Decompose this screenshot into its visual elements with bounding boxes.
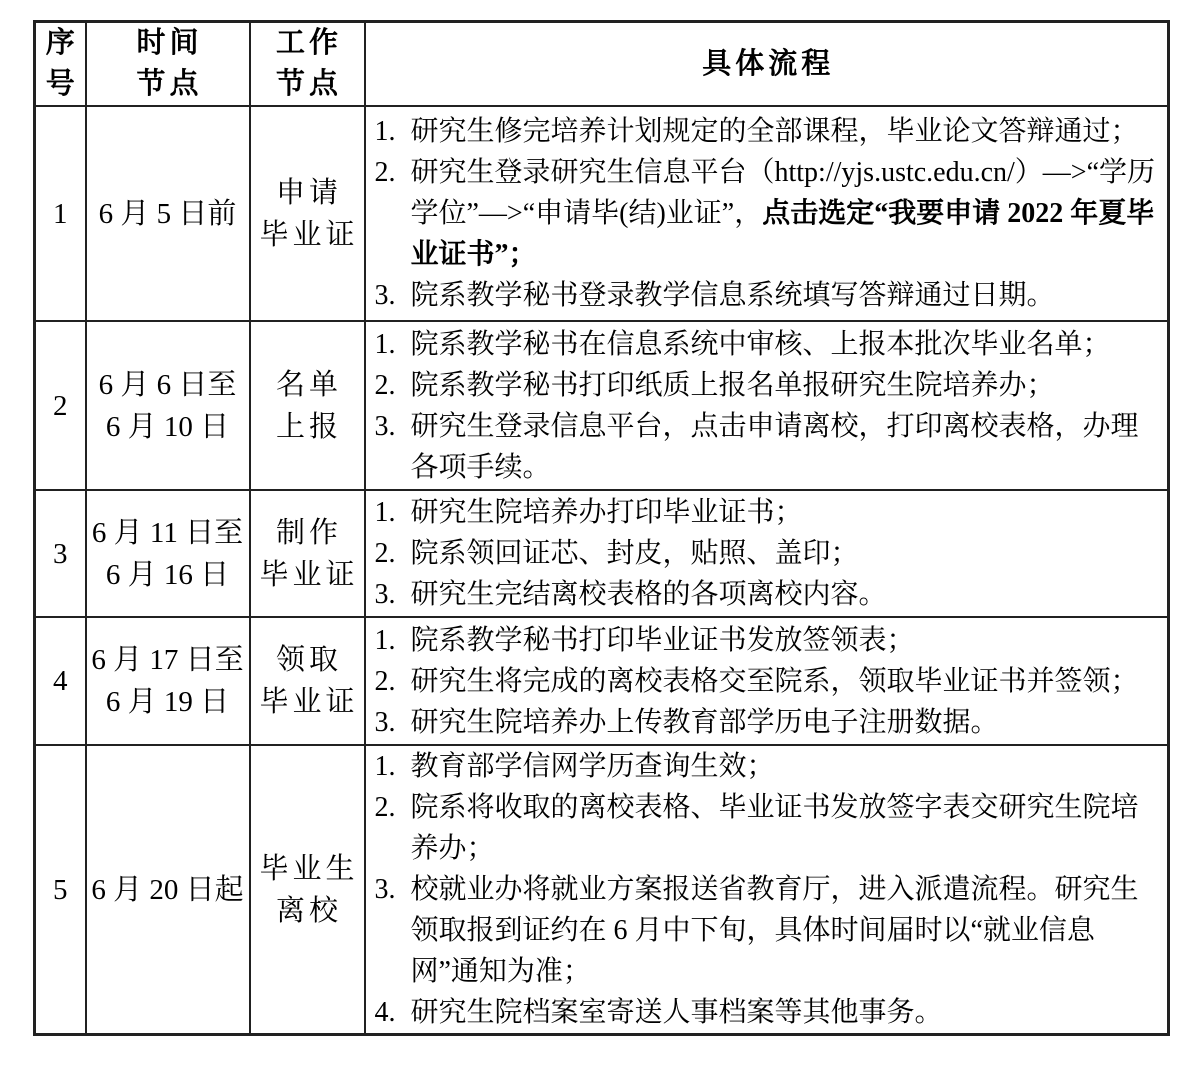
step-item	[366, 275, 1168, 316]
time-line: 6 月 11 日至	[91, 516, 244, 549]
work-cell	[250, 490, 365, 617]
table-row	[35, 617, 1169, 745]
step-item	[366, 406, 1168, 488]
row-number-cell: 3	[35, 490, 86, 617]
step-text-segment: 研究生登录研究生信息平台（http://yjs.ustc.edu.cn/）—>“学历学位”—>“申请毕(结)业证”，	[410, 157, 1156, 229]
step-text	[411, 869, 1163, 992]
work-cell	[250, 617, 365, 745]
step-text	[411, 492, 1163, 533]
step-item	[366, 661, 1168, 702]
step-number: 2.	[374, 792, 396, 823]
time-cell	[86, 617, 250, 745]
step-text-bold-segment: 点击选定“我要申请 2022 年夏毕业证书”；	[410, 198, 1155, 270]
step-text-segment: 院系教学秘书打印纸质上报名单报研究生院培养办；	[410, 369, 1055, 401]
step-text-segment: 研究生院培养办打印毕业证书；	[410, 497, 803, 528]
step-item	[366, 574, 1168, 615]
step-text	[411, 533, 1163, 574]
step-text-segment: 院系教学秘书登录教学信息系统填写答辩通过日期。	[410, 280, 1055, 311]
time-cell	[86, 106, 250, 321]
step-item	[366, 365, 1168, 406]
step-item	[366, 620, 1168, 661]
header-label: 节点	[275, 68, 342, 100]
step-number: 2.	[374, 665, 396, 697]
work-line: 离校	[275, 894, 342, 927]
step-text	[411, 406, 1163, 488]
work-line: 名单	[275, 368, 342, 401]
table-row	[35, 106, 1169, 321]
step-text	[411, 992, 1163, 1033]
steps-cell	[365, 106, 1169, 321]
row-number-cell: 5	[35, 745, 86, 1035]
table-row	[35, 745, 1169, 1035]
step-text-segment: 院系教学秘书打印毕业证书发放签领表；	[410, 624, 915, 656]
time-cell	[86, 490, 250, 617]
step-number: 1.	[374, 624, 396, 656]
step-text	[411, 574, 1163, 615]
work-line: 毕业证	[259, 686, 359, 718]
header-row	[35, 22, 1169, 107]
table-row	[35, 490, 1169, 617]
graduation-schedule-table	[33, 20, 1170, 1036]
step-text	[411, 365, 1163, 406]
time-line: 6 月 16 日	[105, 558, 230, 591]
step-item	[366, 152, 1168, 275]
row-number-cell: 1	[35, 106, 86, 321]
step-number: 3.	[374, 579, 396, 610]
header-cell-work	[250, 22, 365, 107]
work-line: 申请	[275, 176, 342, 209]
step-text-segment: 研究生完结离校表格的各项离校内容。	[410, 579, 887, 610]
work-line: 制作	[275, 516, 342, 549]
work-line: 毕业证	[259, 558, 359, 591]
step-text	[411, 111, 1163, 152]
step-text	[411, 152, 1163, 275]
table-body	[35, 106, 1169, 1035]
work-line: 毕业证	[259, 218, 359, 251]
row-number-cell: 2	[35, 321, 86, 490]
step-text-segment: 院系将收取的离校表格、毕业证书发放签字表交研究生院培养办；	[410, 792, 1139, 864]
step-item	[366, 787, 1168, 869]
header-label: 号	[45, 68, 79, 100]
step-number: 4.	[374, 997, 396, 1028]
step-number: 1.	[374, 497, 396, 528]
step-text-segment: 校就业办将就业方案报送省教育厅，进入派遣流程。研究生领取报到证约在 6 月中下旬，具体时间届时以“就业信息网”通知为准；	[410, 874, 1139, 987]
step-text-segment: 院系领回证芯、封皮，贴照、盖印；	[410, 538, 859, 569]
step-number: 2.	[374, 369, 396, 401]
step-text-segment: 研究生将完成的离校表格交至院系，领取毕业证书并签领；	[410, 665, 1139, 697]
header-label: 具体流程	[702, 47, 835, 80]
step-item	[366, 702, 1168, 743]
step-item	[366, 533, 1168, 574]
work-cell	[250, 321, 365, 490]
header-cell-time	[86, 22, 250, 107]
work-cell	[250, 745, 365, 1035]
step-item	[366, 111, 1168, 152]
step-text	[411, 620, 1163, 661]
header-label: 工作	[275, 27, 342, 59]
header-label: 节点	[136, 68, 203, 100]
table-row	[35, 321, 1169, 490]
step-number: 1.	[374, 116, 396, 147]
step-number: 3.	[374, 410, 396, 442]
step-number: 1.	[374, 751, 396, 782]
step-text-segment: 研究生登录信息平台，点击申请离校，打印离校表格，办理各项手续。	[410, 410, 1139, 483]
steps-cell	[365, 745, 1169, 1035]
step-text	[411, 702, 1163, 743]
step-number: 2.	[374, 157, 396, 188]
time-line: 6 月 19 日	[105, 686, 230, 718]
step-number: 3.	[374, 874, 396, 905]
step-item	[366, 746, 1168, 787]
header-label: 时间	[136, 27, 203, 59]
time-line: 6 月 6 日至	[98, 368, 237, 401]
time-line: 6 月 10 日	[105, 410, 230, 443]
time-cell	[86, 745, 250, 1035]
step-item	[366, 324, 1168, 365]
work-line: 上报	[275, 410, 342, 443]
step-number: 3.	[374, 706, 396, 738]
step-text	[411, 661, 1163, 702]
row-number-cell: 4	[35, 617, 86, 745]
time-line: 6 月 20 日起	[91, 873, 244, 906]
header-cell-process	[365, 22, 1169, 107]
header-label: 序	[45, 27, 79, 59]
time-cell	[86, 321, 250, 490]
step-text	[411, 324, 1163, 365]
work-line: 毕业生	[259, 852, 359, 885]
header-cell-no	[35, 22, 86, 107]
step-item	[366, 869, 1168, 992]
step-text-segment: 研究生院档案室寄送人事档案等其他事务。	[410, 997, 943, 1028]
steps-cell	[365, 321, 1169, 490]
step-number: 3.	[374, 280, 396, 311]
time-line: 6 月 17 日至	[91, 644, 244, 676]
step-item	[366, 992, 1168, 1033]
step-text-segment: 院系教学秘书在信息系统中审核、上报本批次毕业名单；	[410, 328, 1111, 360]
step-text	[411, 787, 1163, 869]
steps-cell	[365, 490, 1169, 617]
step-item	[366, 492, 1168, 533]
step-text-segment: 研究生修完培养计划规定的全部课程，毕业论文答辩通过；	[410, 116, 1139, 147]
step-number: 2.	[374, 538, 396, 569]
time-line: 6 月 5 日前	[98, 197, 237, 230]
steps-cell	[365, 617, 1169, 745]
work-line: 领取	[275, 644, 342, 676]
step-text-segment: 教育部学信网学历查询生效；	[410, 751, 775, 782]
work-cell	[250, 106, 365, 321]
step-text	[411, 275, 1163, 316]
step-text	[411, 746, 1163, 787]
step-number: 1.	[374, 328, 396, 360]
step-text-segment: 研究生院培养办上传教育部学历电子注册数据。	[410, 706, 999, 738]
